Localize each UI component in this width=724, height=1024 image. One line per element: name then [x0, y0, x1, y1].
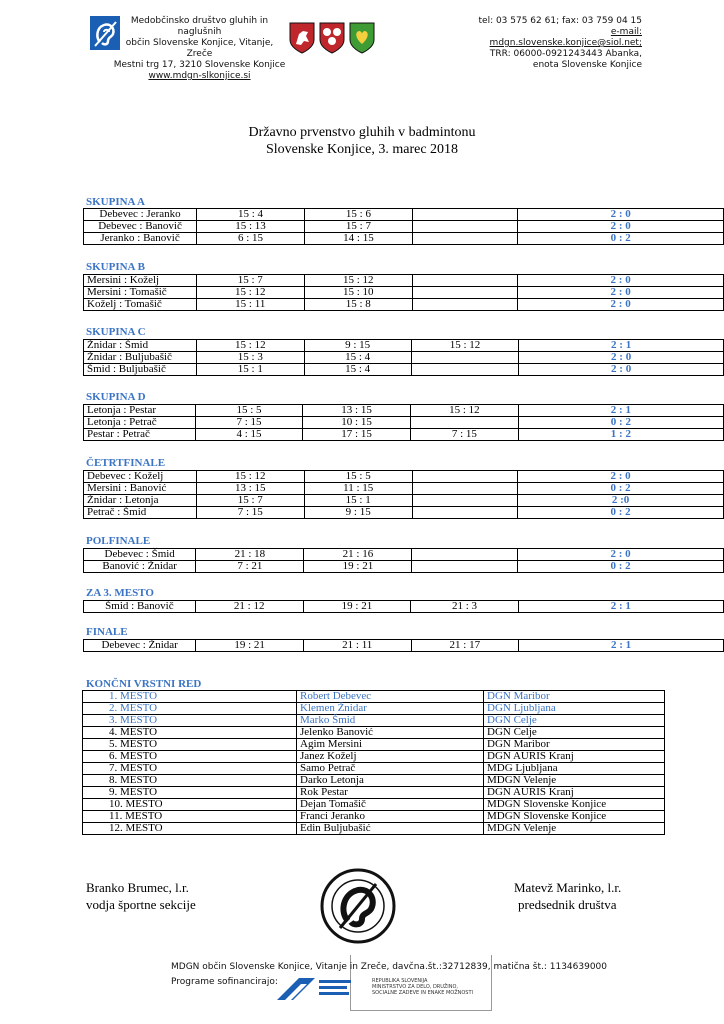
club-cell: MDG Ljubljana	[484, 763, 665, 775]
set1-cell: 7 : 21	[196, 561, 304, 573]
set1-cell: 4 : 15	[195, 429, 302, 441]
section-heading: ZA 3. MESTO	[86, 587, 154, 599]
set2-cell: 17 : 15	[303, 429, 411, 441]
set1-cell: 15 : 11	[196, 299, 304, 311]
ministry-line-3: SOCIALNE ZADEVE IN ENAKE MOŽNOSTI	[372, 990, 473, 996]
player-name-cell: Edin Buljubašić	[297, 823, 484, 835]
header-website-link[interactable]: www.mdgn-slkonjice.si	[148, 71, 251, 81]
player-name-cell: Robert Debevec	[297, 691, 484, 703]
set1-cell: 15 : 12	[197, 340, 305, 352]
match-cell: Debevec : Šmid	[84, 549, 196, 561]
result-cell: 2 : 1	[519, 640, 724, 652]
result-cell: 2 : 0	[518, 275, 724, 287]
set2-cell: 15 : 4	[304, 352, 411, 364]
set3-cell	[412, 233, 517, 245]
ministry-logo	[372, 978, 473, 996]
club-cell: DGN Maribor	[484, 739, 665, 751]
ministry-line-1: REPUBLIKA SLOVENIJA	[372, 978, 428, 984]
result-cell: 0 : 2	[518, 507, 724, 519]
ministry-line-2: MINISTRSTVO ZA DELO, DRUŽINO,	[372, 984, 459, 990]
set1-cell: 15 : 5	[195, 405, 302, 417]
match-cell: Letonja : Petrač	[84, 417, 196, 429]
set3-cell	[411, 364, 519, 376]
set2-cell: 15 : 7	[304, 221, 412, 233]
table-row	[84, 275, 724, 287]
result-cell: 2 : 0	[519, 364, 724, 376]
player-name-cell: Darko Letonja	[297, 775, 484, 787]
title-line-2: Slovenske Konjice, 3. marec 2018	[265, 142, 459, 157]
match-cell: Jeranko : Banovič	[84, 233, 197, 245]
ranking-row	[83, 739, 665, 751]
ranking-row	[83, 763, 665, 775]
match-cell: Mersini : Tomašič	[84, 287, 197, 299]
place-cell: 7. MESTO	[83, 763, 297, 775]
set2-cell: 15 : 5	[304, 471, 412, 483]
set1-cell: 15 : 12	[196, 287, 304, 299]
set1-cell: 15 : 7	[196, 495, 304, 507]
set2-cell: 14 : 15	[304, 233, 412, 245]
place-cell: 1. MESTO	[83, 691, 297, 703]
results-table-skupina-d	[83, 404, 724, 441]
result-cell: 2 : 0	[518, 221, 724, 233]
table-row	[84, 352, 724, 364]
result-cell: 0 : 2	[518, 417, 723, 429]
set3-cell	[412, 495, 518, 507]
club-cell: DGN Maribor	[484, 691, 665, 703]
set2-cell: 21 : 11	[303, 640, 411, 652]
match-cell: Debevec : Žnidar	[84, 640, 196, 652]
section-heading: FINALE	[86, 626, 128, 638]
ranking-row	[83, 703, 665, 715]
final-ranking-table	[82, 690, 665, 835]
match-cell: Šmid : Buljubašič	[84, 364, 197, 376]
table-row	[84, 221, 724, 233]
match-cell: Petrač : Šmid	[84, 507, 197, 519]
footer-registration: MDGN občin Slovenske Konjice, Vitanje in Zreče, davčna.št.:32712839, matična št.: 1134639000	[171, 962, 608, 972]
club-cell: DGN Celje	[484, 727, 665, 739]
set1-cell: 15 : 13	[197, 221, 305, 233]
match-cell: Debevec : Koželj	[84, 471, 197, 483]
set3-cell	[412, 507, 518, 519]
ranking-row	[83, 811, 665, 823]
ranking-row	[83, 787, 665, 799]
ranking-row	[83, 727, 665, 739]
result-cell: 1 : 2	[518, 429, 723, 441]
set3-cell	[412, 221, 517, 233]
header-contact	[472, 16, 642, 71]
table-row	[84, 340, 724, 352]
set2-cell: 15 : 10	[304, 287, 412, 299]
set3-cell	[412, 561, 518, 573]
right-signature	[514, 879, 621, 913]
player-name-cell: Jelenko Banović	[297, 727, 484, 739]
set1-cell: 15 : 4	[197, 209, 305, 221]
ranking-row	[83, 715, 665, 727]
set1-cell: 6 : 15	[197, 233, 305, 245]
match-cell: Debevec : Banovič	[84, 221, 197, 233]
results-table-polfinale	[83, 548, 724, 573]
table-row	[84, 507, 724, 519]
match-cell: Debevec : Jeranko	[84, 209, 197, 221]
header-address	[112, 16, 287, 82]
table-row	[84, 417, 724, 429]
section-heading: SKUPINA D	[86, 391, 146, 403]
player-name-cell: Klemen Žnidar	[297, 703, 484, 715]
place-cell: 2. MESTO	[83, 703, 297, 715]
table-row	[84, 640, 724, 652]
club-cell: DGN AURIS Kranj	[484, 787, 665, 799]
header-org-municipalities: občin Slovenske Konjice, Vitanje, Zreče	[125, 38, 274, 59]
set1-cell: 7 : 15	[196, 507, 304, 519]
results-table-skupina-a	[83, 208, 724, 245]
match-cell: Žnidar : Letonja	[84, 495, 197, 507]
results-table-finale	[83, 639, 724, 652]
header-org-name: Medobčinsko društvo gluhih in naglušnih	[130, 16, 269, 37]
section-heading: POLFINALE	[86, 535, 151, 547]
left-signature	[86, 879, 196, 913]
set3-cell	[412, 483, 518, 495]
set2-cell: 9 : 15	[304, 507, 412, 519]
player-name-cell: Rok Pestar	[297, 787, 484, 799]
ranking-row	[83, 751, 665, 763]
player-name-cell: Franci Jeranko	[297, 811, 484, 823]
header-bank-account: TRR: 06000-0921243443 Abanka,	[489, 49, 642, 59]
ranking-row	[83, 823, 665, 835]
place-cell: 5. MESTO	[83, 739, 297, 751]
table-row	[84, 429, 724, 441]
ranking-row	[83, 799, 665, 811]
table-row	[84, 561, 724, 573]
set2-cell: 15 : 8	[304, 299, 412, 311]
results-table-third-place	[83, 600, 724, 613]
set1-cell: 21 : 18	[196, 549, 304, 561]
place-cell: 9. MESTO	[83, 787, 297, 799]
set3-cell	[411, 352, 519, 364]
set2-cell: 11 : 15	[304, 483, 412, 495]
place-cell: 12. MESTO	[83, 823, 297, 835]
table-row	[84, 483, 724, 495]
result-cell: 2 : 0	[519, 352, 724, 364]
result-cell: 0 : 2	[518, 233, 724, 245]
match-cell: Koželj : Tomašič	[84, 299, 197, 311]
club-cell: MDGN Slovenske Konjice	[484, 799, 665, 811]
set3-cell: 21 : 3	[411, 601, 518, 613]
result-cell: 0 : 2	[518, 561, 724, 573]
left-signature-name: Branko Brumec, l.r.	[86, 880, 189, 895]
set2-cell: 15 : 12	[304, 275, 412, 287]
table-row	[84, 287, 724, 299]
final-ranking-heading: KONČNI VRSTNI RED	[86, 678, 202, 690]
ranking-row	[83, 775, 665, 787]
result-cell: 2 : 0	[518, 549, 724, 561]
set3-cell	[412, 209, 517, 221]
set1-cell: 13 : 15	[196, 483, 304, 495]
match-cell: Šmid : Banovič	[84, 601, 196, 613]
match-cell: Mersini : Koželj	[84, 275, 197, 287]
result-cell: 2 : 0	[518, 287, 724, 299]
results-table-cetrtfinale	[83, 470, 724, 519]
club-cell: MDGN Velenje	[484, 775, 665, 787]
match-cell: Banović : Žnidar	[84, 561, 196, 573]
result-cell: 2 : 1	[518, 405, 723, 417]
set3-cell	[412, 287, 518, 299]
set2-cell: 15 : 1	[304, 495, 412, 507]
header-org-address: Mestni trg 17, 3210 Slovenske Konjice	[113, 60, 286, 70]
set2-cell: 15 : 4	[304, 364, 411, 376]
right-signature-role: predsednik društva	[518, 897, 617, 912]
set3-cell	[412, 275, 518, 287]
set1-cell: 21 : 12	[195, 601, 303, 613]
set2-cell: 21 : 16	[304, 549, 412, 561]
set2-cell: 19 : 21	[304, 561, 412, 573]
document-title	[0, 124, 724, 158]
set1-cell: 15 : 7	[196, 275, 304, 287]
place-cell: 3. MESTO	[83, 715, 297, 727]
results-table-skupina-c	[83, 339, 724, 376]
player-name-cell: Marko Šmid	[297, 715, 484, 727]
section-heading: SKUPINA A	[86, 196, 145, 208]
match-cell: Mersini : Banović	[84, 483, 197, 495]
set1-cell: 15 : 3	[197, 352, 305, 364]
header-phone-fax: tel: 03 575 62 61; fax: 03 759 04 15	[478, 16, 642, 26]
vitanje-coat-of-arms-icon	[319, 22, 345, 54]
left-signature-role: vodja športne sekcije	[86, 897, 196, 912]
ranking-row	[83, 691, 665, 703]
result-cell: 2 : 1	[518, 601, 723, 613]
footer-cofinancing-label: Programe sofinancirajo:	[171, 977, 278, 987]
title-line-1: Državno prvenstvo gluhih v badmintonu	[248, 125, 476, 140]
table-row	[84, 209, 724, 221]
set3-cell	[412, 549, 518, 561]
match-cell: Žnidar : Buljubašič	[84, 352, 197, 364]
result-cell: 2 :0	[518, 495, 724, 507]
result-cell: 2 : 0	[518, 471, 724, 483]
set2-cell: 15 : 6	[304, 209, 412, 221]
set1-cell: 7 : 15	[195, 417, 302, 429]
player-name-cell: Agim Mersini	[297, 739, 484, 751]
club-cell: MDGN Slovenske Konjice	[484, 811, 665, 823]
set2-cell: 9 : 15	[304, 340, 411, 352]
slovenske-konjice-coat-of-arms-icon	[289, 22, 315, 54]
result-cell: 2 : 0	[518, 209, 724, 221]
table-row	[84, 471, 724, 483]
table-row	[84, 299, 724, 311]
place-cell: 10. MESTO	[83, 799, 297, 811]
place-cell: 11. MESTO	[83, 811, 297, 823]
zrece-coat-of-arms-icon	[349, 22, 375, 54]
cofinancer-logo-icon	[275, 974, 353, 1004]
set3-cell: 15 : 12	[410, 405, 518, 417]
header-bank-unit: enota Slovenske Konjice	[532, 60, 642, 70]
results-table-skupina-b	[83, 274, 724, 311]
set3-cell: 7 : 15	[410, 429, 518, 441]
header-email-link[interactable]: e-mail: mdgn.slovenske.konjice@siol.net;	[489, 27, 642, 48]
place-cell: 4. MESTO	[83, 727, 297, 739]
set1-cell: 19 : 21	[196, 640, 304, 652]
set3-cell	[412, 299, 518, 311]
set3-cell: 21 : 17	[411, 640, 519, 652]
section-heading: ČETRTFINALE	[86, 457, 166, 469]
club-cell: DGN Ljubljana	[484, 703, 665, 715]
right-signature-name: Matevž Marinko, l.r.	[514, 880, 622, 895]
set2-cell: 10 : 15	[303, 417, 411, 429]
table-row	[84, 364, 724, 376]
place-cell: 8. MESTO	[83, 775, 297, 787]
table-row	[84, 233, 724, 245]
result-cell: 2 : 0	[518, 299, 724, 311]
match-cell: Žnidar : Šmid	[84, 340, 197, 352]
club-cell: DGN Celje	[484, 715, 665, 727]
section-heading: SKUPINA B	[86, 261, 145, 273]
section-heading: SKUPINA C	[86, 326, 146, 338]
association-seal-icon	[318, 866, 398, 946]
place-cell: 6. MESTO	[83, 751, 297, 763]
player-name-cell: Janez Koželj	[297, 751, 484, 763]
table-row	[84, 549, 724, 561]
set3-cell: 15 : 12	[411, 340, 519, 352]
result-cell: 0 : 2	[518, 483, 724, 495]
set2-cell: 13 : 15	[303, 405, 411, 417]
match-cell: Letonja : Pestar	[84, 405, 196, 417]
player-name-cell: Dejan Tomašič	[297, 799, 484, 811]
set1-cell: 15 : 12	[196, 471, 304, 483]
set1-cell: 15 : 1	[197, 364, 305, 376]
set3-cell	[412, 471, 518, 483]
set2-cell: 19 : 21	[303, 601, 411, 613]
set3-cell	[410, 417, 518, 429]
player-name-cell: Samo Petrač	[297, 763, 484, 775]
table-row	[84, 601, 724, 613]
club-cell: MDGN Velenje	[484, 823, 665, 835]
club-cell: DGN AURIS Kranj	[484, 751, 665, 763]
match-cell: Pestar : Petrač	[84, 429, 196, 441]
table-row	[84, 495, 724, 507]
result-cell: 2 : 1	[519, 340, 724, 352]
table-row	[84, 405, 724, 417]
